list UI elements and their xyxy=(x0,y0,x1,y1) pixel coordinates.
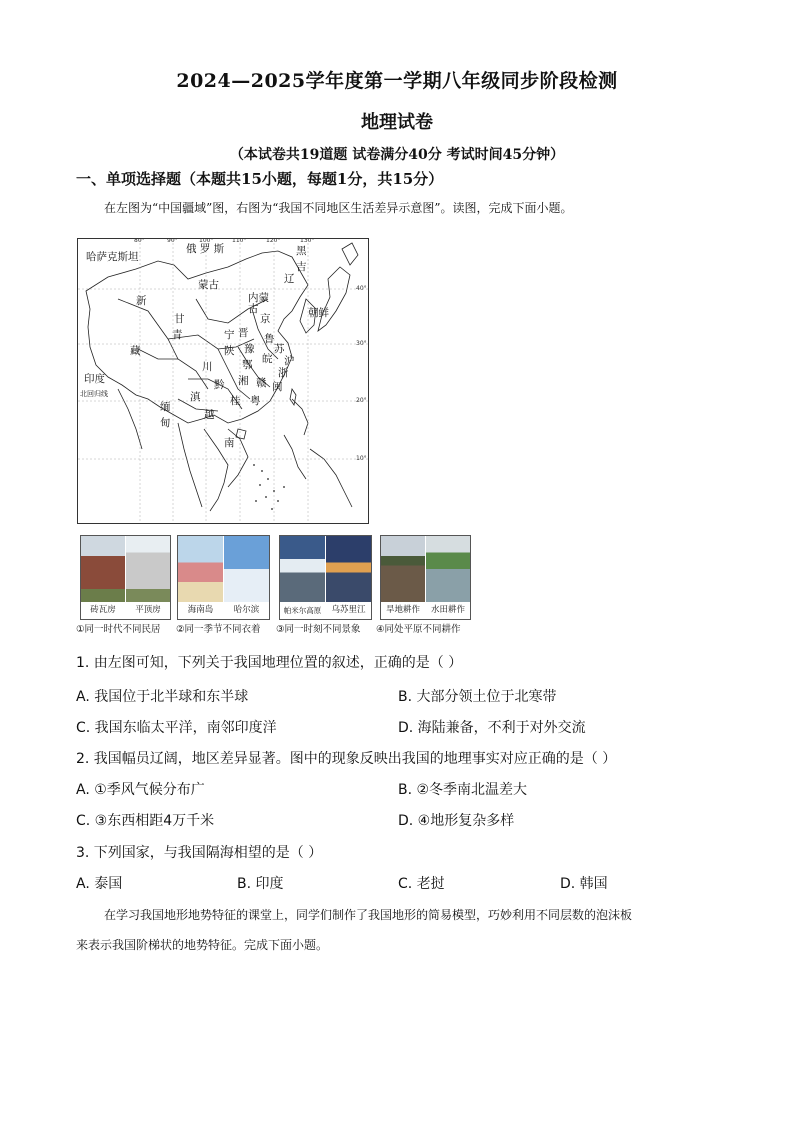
map-label-gan2: 赣 xyxy=(256,377,267,389)
photo-caption: 乌苏里江 xyxy=(331,605,366,615)
china-territory-map xyxy=(77,238,369,524)
photo-caption: 砖瓦房 xyxy=(90,605,116,615)
lat-label: 40° xyxy=(356,285,367,292)
question-3-option-a[interactable]: A. 泰国 xyxy=(76,876,123,892)
map-label-e: 鄂 xyxy=(242,359,253,371)
photo-flat-roof-house xyxy=(126,536,170,602)
lon-label: 90° xyxy=(167,238,178,244)
map-label-nan: 南 xyxy=(224,437,235,449)
photo-caption: 旱地耕作 xyxy=(385,605,420,615)
section-intro-2-cont: 来表示我国阶梯状的地势特征。完成下面小题。 xyxy=(76,938,329,952)
map-label-xiang: 湘 xyxy=(238,375,249,387)
lat-label: 30° xyxy=(356,340,367,347)
exam-info: （本试卷共19道题 试卷满分40分 考试时间45分钟） xyxy=(229,147,565,163)
map-label-neimeng: 内蒙古 xyxy=(248,292,269,315)
lon-label: 80° xyxy=(134,238,145,244)
map-label-xin: 新 xyxy=(136,295,147,307)
map-label-liao: 辽 xyxy=(284,273,295,285)
map-label-yue2: 粤 xyxy=(250,395,261,407)
photo-harbin xyxy=(224,536,269,602)
question-1-option-c[interactable]: C. 我国东临太平洋，南邻印度洋 xyxy=(76,720,277,736)
photo-caption: 海南岛 xyxy=(187,605,214,615)
map-label-ji: 吉 xyxy=(296,261,307,273)
photo-dry-farming xyxy=(381,536,425,602)
map-label-hei: 黑 xyxy=(296,245,307,257)
map-label-yue: 越 xyxy=(204,409,215,421)
question-3-option-c[interactable]: C. 老挝 xyxy=(398,876,445,892)
map-label-zang: 藏 xyxy=(130,345,141,357)
map-label-wan: 皖 xyxy=(262,353,273,365)
map-label-min: 闽 xyxy=(272,381,283,393)
lon-label: 130° xyxy=(300,238,315,244)
map-label-russia: 俄 罗 斯 xyxy=(186,243,225,255)
map-label-gan: 甘 xyxy=(174,313,185,325)
map-label-dian2: 甸 xyxy=(160,417,171,429)
question-2-option-b[interactable]: B. ②冬季南北温差大 xyxy=(398,782,528,798)
lon-label: 120° xyxy=(266,238,281,244)
map-label-zhe: 浙 xyxy=(278,367,289,379)
section-intro: 在左图为“中国疆域”图，右图为“我国不同地区生活差异示意图”。读图，完成下面小题。 xyxy=(104,201,573,215)
map-label-chuan: 川 xyxy=(202,361,213,373)
lon-label: 100° xyxy=(199,238,214,244)
photo-caption: 帕米尔高原 xyxy=(283,606,322,615)
map-label-su: 苏 xyxy=(274,343,285,355)
map-label-india: 印度 xyxy=(84,373,105,385)
map-label-tropic: 北回归线 xyxy=(80,390,108,398)
group-caption-1: ①同一时代不同民居 xyxy=(76,624,161,635)
map-label-kazakhstan: 哈萨克斯坦 xyxy=(86,251,139,263)
map-label-ning: 宁 xyxy=(224,329,235,341)
photo-group-houses xyxy=(80,535,171,620)
section-title: 一、单项选择题（本题共15小题，每题1分，共15分） xyxy=(76,170,444,188)
map-label-qing: 青 xyxy=(172,329,183,341)
photo-caption: 水田耕作 xyxy=(430,605,465,615)
exam-subject-title: 地理试卷 xyxy=(361,112,433,133)
map-label-mongolia: 蒙古 xyxy=(198,279,219,291)
map-label-dian: 滇 xyxy=(190,391,201,403)
photo-group-farming xyxy=(380,535,471,620)
question-1-option-a[interactable]: A. 我国位于北半球和东半球 xyxy=(76,689,249,705)
map-label-shan: 陕 xyxy=(224,345,235,357)
map-label-burma: 缅 xyxy=(160,401,171,413)
question-3-option-b[interactable]: B. 印度 xyxy=(237,876,284,892)
exam-main-title: 2024—2025学年度第一学期八年级同步阶段检测 xyxy=(176,70,618,92)
section-intro-2: 在学习我国地形地势特征的课堂上，同学们制作了我国地形的简易模型，巧妙利用不同层数的泡沫板 xyxy=(104,908,633,922)
question-2-option-d[interactable]: D. ④地形复杂多样 xyxy=(398,813,515,829)
photo-paddy-farming xyxy=(426,536,470,602)
map-label-yu: 豫 xyxy=(244,343,255,355)
question-2-option-a[interactable]: A. ①季风气候分布广 xyxy=(76,782,205,798)
photo-pamir xyxy=(280,536,325,602)
map-label-lu: 鲁 xyxy=(264,333,275,345)
lat-label: 10° xyxy=(356,455,367,462)
photo-caption: 哈尔滨 xyxy=(233,605,260,615)
map-label-gui: 桂 xyxy=(230,395,241,407)
map-label-hu: 沪 xyxy=(284,355,295,367)
question-2-stem: 2. 我国幅员辽阔，地区差异显著。图中的现象反映出我国的地理事实对应正确的是（ ） xyxy=(76,751,617,767)
map-label-korea: 朝鲜 xyxy=(308,307,329,319)
question-1-stem: 1. 由左图可知，下列关于我国地理位置的叙述，正确的是（ ） xyxy=(76,655,463,671)
question-3-stem: 3. 下列国家，与我国隔海相望的是（ ） xyxy=(76,845,323,861)
photo-wusuli xyxy=(326,536,371,602)
group-caption-4: ④同处平原不同耕作 xyxy=(376,624,461,635)
lat-label: 20° xyxy=(356,397,367,404)
map-label-jin: 晋 xyxy=(238,327,249,339)
lon-label: 110° xyxy=(232,238,247,244)
map-label-jing: 京 xyxy=(260,313,271,325)
question-1-option-b[interactable]: B. 大部分领土位于北寒带 xyxy=(398,689,557,705)
photo-group-clothing xyxy=(177,535,270,620)
map-label-qian: 黔 xyxy=(214,379,225,391)
question-1-option-d[interactable]: D. 海陆兼备，不利于对外交流 xyxy=(398,720,586,736)
photo-caption: 平顶房 xyxy=(135,605,161,615)
photo-hainan xyxy=(178,536,223,602)
group-caption-3: ③同一时刻不同景象 xyxy=(276,624,361,635)
group-caption-2: ②同一季节不同衣着 xyxy=(176,624,261,635)
photo-group-scenery xyxy=(279,535,372,620)
question-2-option-c[interactable]: C. ③东西相距4万千米 xyxy=(76,813,215,829)
question-3-option-d[interactable]: D. 韩国 xyxy=(560,876,608,892)
photo-brick-house xyxy=(81,536,125,602)
